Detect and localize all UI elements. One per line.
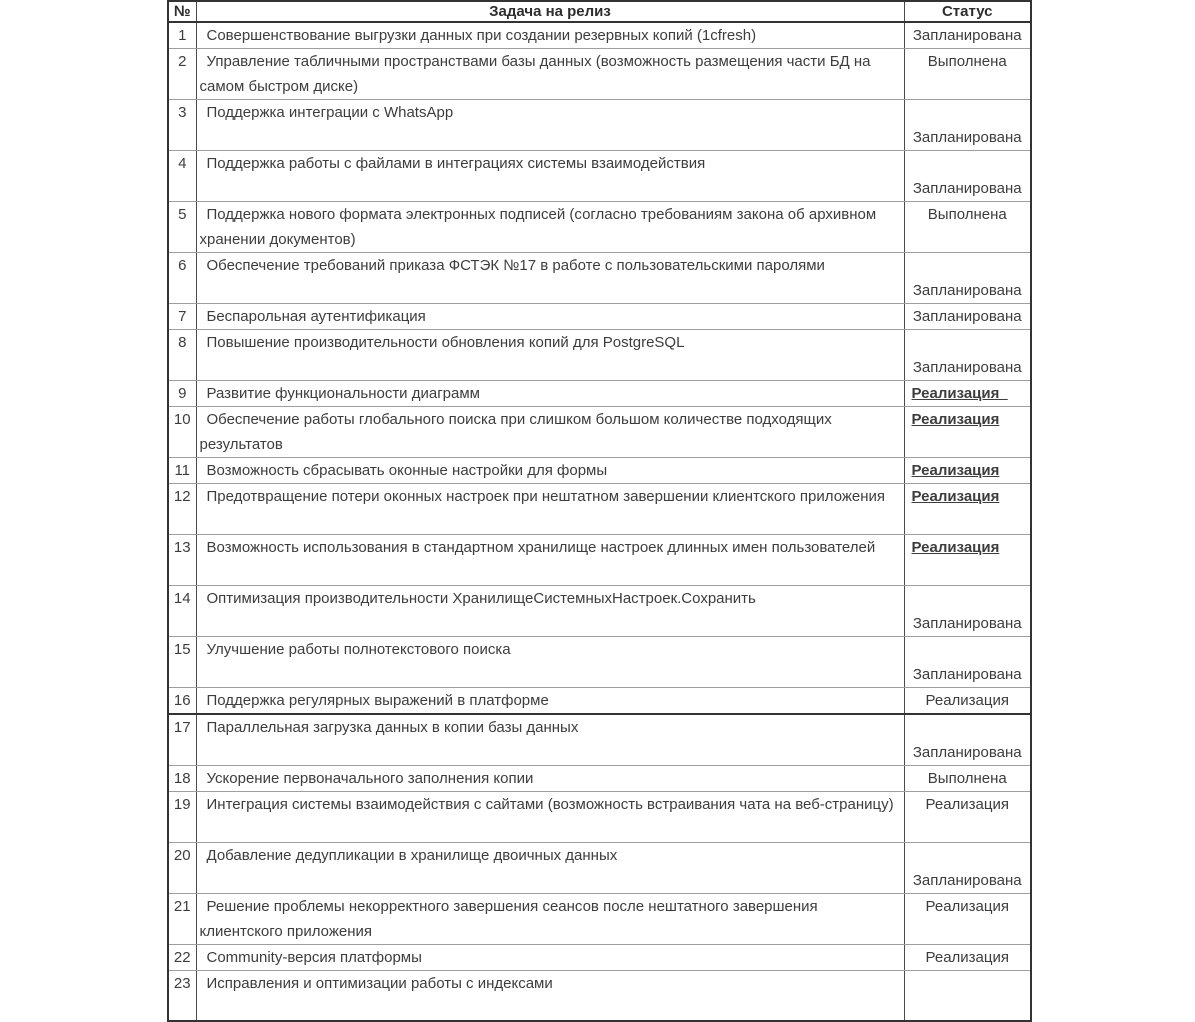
row-number-cell: 7 bbox=[168, 304, 196, 330]
row-number-cell: 4 bbox=[168, 151, 196, 202]
status-link[interactable]: Реализация bbox=[911, 411, 1000, 428]
status-cell bbox=[904, 944, 1031, 970]
table-row bbox=[168, 765, 1031, 791]
table-row bbox=[168, 49, 1031, 100]
status-cell bbox=[904, 893, 1031, 944]
row-number-cell: 15 bbox=[168, 637, 196, 688]
status-cell bbox=[904, 970, 1031, 1021]
status-cell bbox=[904, 330, 1031, 381]
task-cell: Обеспечение требований приказа ФСТЭК №17 в работе с пользовательскими паролями bbox=[196, 253, 904, 304]
row-number-cell: 18 bbox=[168, 765, 196, 791]
table-row bbox=[168, 407, 1031, 458]
status-cell bbox=[904, 714, 1031, 765]
status-label: Реализация bbox=[925, 692, 1009, 709]
status-label: Запланирована bbox=[912, 308, 1022, 325]
row-number-cell: 17 bbox=[168, 714, 196, 765]
status-cell bbox=[904, 535, 1031, 586]
task-cell: Повышение производительности обновления копий для PostgreSQL bbox=[196, 330, 904, 381]
row-number-cell: 1 bbox=[168, 22, 196, 49]
status-link[interactable]: Реализация bbox=[911, 385, 1008, 402]
row-number-cell: 9 bbox=[168, 381, 196, 407]
table-row bbox=[168, 688, 1031, 715]
status-label: Запланирована bbox=[912, 180, 1022, 197]
table-row bbox=[168, 944, 1031, 970]
status-cell bbox=[904, 253, 1031, 304]
table-row bbox=[168, 22, 1031, 49]
task-cell: Исправления и оптимизации работы с индексами bbox=[196, 970, 904, 1021]
status-cell bbox=[904, 765, 1031, 791]
table-body bbox=[168, 22, 1031, 1021]
status-label: Запланирована bbox=[912, 27, 1022, 44]
status-label: Выполнена bbox=[927, 206, 1007, 223]
table-row bbox=[168, 458, 1031, 484]
status-label: Запланирована bbox=[912, 743, 1022, 761]
task-cell: Совершенствование выгрузки данных при создании резервных копий (1cfresh) bbox=[196, 22, 904, 49]
table-row bbox=[168, 304, 1031, 330]
task-cell: Интеграция системы взаимодействия с сайтами (возможность встраивания чата на веб-страницу) bbox=[196, 791, 904, 842]
task-cell: Оптимизация производительности ХранилищеСистемныхНастроек.Сохранить bbox=[196, 586, 904, 637]
row-number-cell: 12 bbox=[168, 484, 196, 535]
row-number-cell: 3 bbox=[168, 100, 196, 151]
task-cell: Обеспечение работы глобального поиска при слишком большом количестве подходящих результатов bbox=[196, 407, 904, 458]
task-cell: Беспарольная аутентификация bbox=[196, 304, 904, 330]
status-cell bbox=[904, 586, 1031, 637]
table-row bbox=[168, 381, 1031, 407]
row-number-cell: 10 bbox=[168, 407, 196, 458]
header-status: Статус bbox=[904, 1, 1031, 22]
status-label: Запланирована bbox=[912, 615, 1022, 632]
table-row bbox=[168, 970, 1031, 1021]
task-cell: Поддержка работы с файлами в интеграциях системы взаимодействия bbox=[196, 151, 904, 202]
table-row bbox=[168, 484, 1031, 535]
row-number-cell: 21 bbox=[168, 893, 196, 944]
row-number-cell: 19 bbox=[168, 791, 196, 842]
status-label: Запланирована bbox=[912, 129, 1022, 146]
row-number-cell: 20 bbox=[168, 842, 196, 893]
status-cell bbox=[904, 688, 1031, 715]
table-row bbox=[168, 842, 1031, 893]
table-row bbox=[168, 202, 1031, 253]
status-label: Запланирована bbox=[912, 359, 1022, 376]
status-label: Выполнена bbox=[927, 53, 1007, 70]
status-cell bbox=[904, 381, 1031, 407]
row-number-cell: 22 bbox=[168, 944, 196, 970]
header-row bbox=[168, 1, 1031, 22]
status-cell bbox=[904, 100, 1031, 151]
status-cell bbox=[904, 22, 1031, 49]
table-row bbox=[168, 253, 1031, 304]
status-cell bbox=[904, 202, 1031, 253]
status-label: Реализация bbox=[925, 795, 1009, 813]
table-row bbox=[168, 637, 1031, 688]
status-cell bbox=[904, 637, 1031, 688]
status-label: Выполнена bbox=[927, 769, 1007, 787]
status-link[interactable]: Реализация bbox=[911, 488, 1000, 505]
status-link[interactable]: Реализация bbox=[911, 462, 1000, 479]
task-cell: Возможность сбрасывать оконные настройки для формы bbox=[196, 458, 904, 484]
task-cell: Развитие функциональности диаграмм bbox=[196, 381, 904, 407]
header-number: № bbox=[168, 1, 196, 22]
task-cell: Возможность использования в стандартном хранилище настроек длинных имен пользователей bbox=[196, 535, 904, 586]
status-label: Запланирована bbox=[912, 666, 1022, 683]
table-row bbox=[168, 791, 1031, 842]
header-task: Задача на релиз bbox=[196, 1, 904, 22]
task-cell: Ускорение первоначального заполнения копии bbox=[196, 765, 904, 791]
status-cell bbox=[904, 151, 1031, 202]
task-cell: Решение проблемы некорректного завершения сеансов после нештатного завершения клиентского приложения bbox=[196, 893, 904, 944]
status-label: Запланирована bbox=[912, 871, 1022, 889]
table-row bbox=[168, 586, 1031, 637]
task-cell: Community-версия платформы bbox=[196, 944, 904, 970]
status-cell bbox=[904, 842, 1031, 893]
row-number-cell: 6 bbox=[168, 253, 196, 304]
table-row bbox=[168, 100, 1031, 151]
task-cell: Добавление дедупликации в хранилище двоичных данных bbox=[196, 842, 904, 893]
table-row bbox=[168, 893, 1031, 944]
table-row bbox=[168, 714, 1031, 765]
table-row bbox=[168, 535, 1031, 586]
task-cell: Поддержка интеграции с WhatsApp bbox=[196, 100, 904, 151]
task-cell: Управление табличными пространствами базы данных (возможность размещения части БД на самом быстром диске) bbox=[196, 49, 904, 100]
task-cell: Параллельная загрузка данных в копии базы данных bbox=[196, 714, 904, 765]
status-cell bbox=[904, 407, 1031, 458]
status-cell bbox=[904, 791, 1031, 842]
status-cell bbox=[904, 458, 1031, 484]
task-cell: Поддержка нового формата электронных подписей (согласно требованиям закона об архивном хранении документов) bbox=[196, 202, 904, 253]
status-cell bbox=[904, 484, 1031, 535]
table-row bbox=[168, 330, 1031, 381]
row-number-cell: 14 bbox=[168, 586, 196, 637]
row-number-cell: 8 bbox=[168, 330, 196, 381]
row-number-cell: 2 bbox=[168, 49, 196, 100]
status-label: Реализация bbox=[925, 897, 1009, 915]
row-number-cell: 16 bbox=[168, 688, 196, 715]
row-number-cell: 13 bbox=[168, 535, 196, 586]
status-cell bbox=[904, 304, 1031, 330]
status-label: Запланирована bbox=[912, 282, 1022, 299]
task-cell: Предотвращение потери оконных настроек при нештатном завершении клиентского приложения bbox=[196, 484, 904, 535]
status-cell bbox=[904, 49, 1031, 100]
status-link[interactable]: Реализация bbox=[911, 539, 1000, 556]
table-header bbox=[168, 1, 1031, 22]
row-number-cell: 23 bbox=[168, 970, 196, 1021]
status-label: Реализация bbox=[925, 948, 1009, 966]
row-number-cell: 11 bbox=[168, 458, 196, 484]
row-number-cell: 5 bbox=[168, 202, 196, 253]
task-cell: Поддержка регулярных выражений в платформе bbox=[196, 688, 904, 715]
release-tasks-table bbox=[167, 0, 1032, 1022]
table-row bbox=[168, 151, 1031, 202]
task-cell: Улучшение работы полнотекстового поиска bbox=[196, 637, 904, 688]
